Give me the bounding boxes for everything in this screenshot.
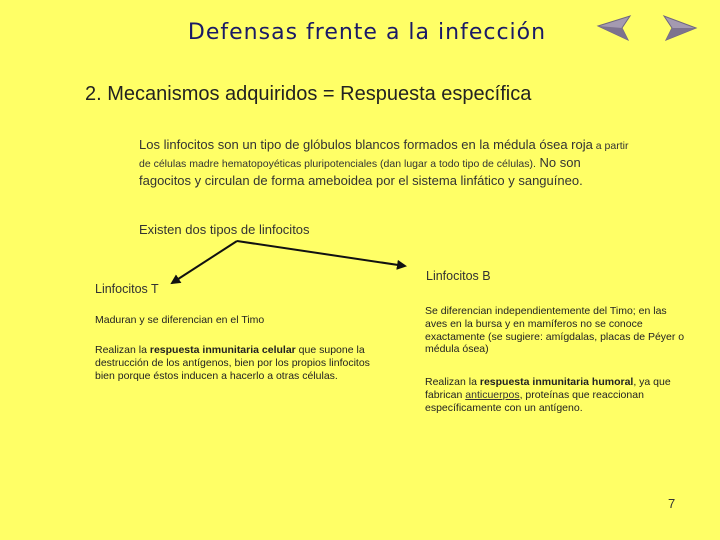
linfocitos-b-paragraph-2 <box>425 376 687 414</box>
anticuerpos-link[interactable]: anticuerpos <box>465 388 520 401</box>
linfocitos-b-heading: Linfocitos B <box>426 269 491 283</box>
text-fragment: , proteínas que reaccionan específicamente con un antígeno. <box>425 388 644 414</box>
linfocitos-b-paragraph-1: Se diferencian independientemente del Timo; en las aves en la bursa y en mamíferos no se conoce exactamente (se sugiere: amígdalas, placas de Péyer o médula ósea) <box>425 305 685 356</box>
slide-title: Defensas frente a la infección <box>187 20 547 45</box>
intro-text-small: de células madre hematopoyéticas pluripotenciales (dan lugar a todo tipo de células). <box>139 158 536 170</box>
section-subtitle: 2. Mecanismos adquiridos = Respuesta específica <box>85 83 532 105</box>
intro-text: No son <box>535 155 581 170</box>
types-heading: Existen dos tipos de linfocitos <box>139 222 310 237</box>
linfocitos-t-heading: Linfocitos T <box>95 282 159 296</box>
bold-term: respuesta inmunitaria humoral <box>479 376 634 388</box>
arrow-to-linfocitos-b <box>237 241 405 266</box>
arrow-to-linfocitos-t <box>172 241 237 283</box>
text-fragment: Realizan la <box>95 344 150 356</box>
text-fragment: Realizan la <box>425 376 480 388</box>
bold-term: respuesta inmunitaria celular <box>149 344 296 356</box>
intro-line-3: fagocitos y circulan de forma ameboidea por el sistema linfático y sanguíneo. <box>139 173 583 188</box>
linfocitos-t-paragraph-1: Maduran y se diferencian en el Timo <box>95 314 265 326</box>
page-number: 7 <box>668 496 676 511</box>
intro-text: Los linfocitos son un tipo de glóbulos blancos formados en la médula ósea roja <box>139 137 593 152</box>
intro-text-small: a partir <box>592 140 629 152</box>
text-fragment: que supone la destrucción de los antígenos, bien por los propios linfocitos bien porque éstos inducen a hacerlo a otras células. <box>95 344 370 382</box>
text-fragment: , ya que fabrican <box>425 376 671 401</box>
linfocitos-t-paragraph-2 <box>95 344 385 382</box>
